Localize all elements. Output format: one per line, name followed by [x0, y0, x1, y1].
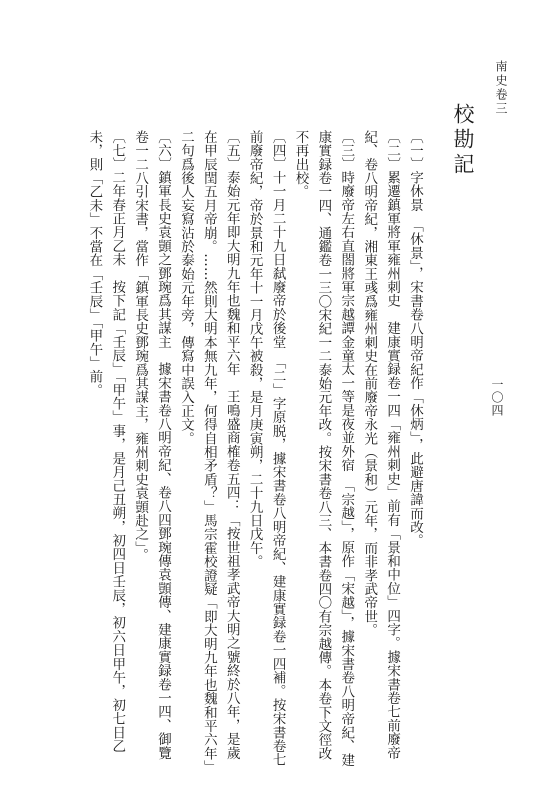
- section-heading: 校勘記: [451, 103, 475, 178]
- note-text: 十一月二十九日弑廢帝於後堂 「二」字原脱，據宋書卷八明帝紀、建康實録卷一四補。按宋書卷七前廢帝紀，帝於景和元年十一月戊午被殺，是月庚寅朔，二十九日戊午。: [246, 130, 286, 767]
- note-number: 〔六〕: [155, 130, 172, 171]
- note-2: [357, 130, 403, 770]
- note-text: 鎮軍長史袁顗之鄧琬爲其謀主 據宋書卷八明帝紀、卷八四鄧琬傳袁顗傳、建康實録卷一四、御覽卷一二八引宋書，當作「鎮軍長史鄧琬爲其謀主，雍州刺史袁顗赴之」。: [132, 130, 172, 760]
- note-3: [289, 130, 358, 770]
- running-head: 南史卷三: [494, 60, 508, 116]
- note-number: 〔二〕: [384, 130, 401, 171]
- note-4: [243, 130, 289, 770]
- note-text: 累遷鎮軍將軍雍州刺史 建康實録卷一四「雍州刺史」前有「景和中位」四字。據宋書卷七前廢帝紀、卷八明帝紀，湘東王彧爲雍州刺史在前廢帝永光（景和）元年，而非孝武帝世。: [361, 130, 401, 760]
- note-number: 〔一〕: [407, 130, 423, 171]
- note-text: 二年春正月乙未 按下記「壬辰」「甲午」事，是月己丑朔，初四日壬辰，初六日甲午，初七日乙未，則「乙未」不當在「壬辰」「甲午」前。: [86, 130, 126, 753]
- note-7: [82, 130, 128, 770]
- page-number: 一〇四: [490, 378, 504, 417]
- note-text: 字休景 「休景」，宋書卷八明帝紀作「休炳」，此避唐諱而改。: [407, 170, 423, 548]
- note-6: [128, 130, 174, 770]
- note-number: 〔五〕: [223, 130, 240, 171]
- notes-body: [82, 130, 426, 770]
- note-number: 〔七〕: [109, 130, 126, 171]
- note-number: 〔四〕: [269, 130, 286, 171]
- note-text: 泰始元年即大明九年也魏和平六年 王鳴盛商榷卷五四：「按世祖孝武帝大明之號終於八年，是歲在甲辰閏五月帝崩。……然則大明本無九年，何得自相矛盾？」馬宗霍校證疑「即大明九年也魏和平六年」二句爲後人妄寫沾於泰始元年旁，傳寫中誤入正文。: [177, 130, 240, 768]
- note-1: [403, 130, 426, 770]
- note-number: 〔三〕: [338, 130, 355, 171]
- note-text: 時廢帝左右直閤將軍宗越譚金童太一等是夜並外宿 「宗越」，原作「宋越」，據宋書卷八明帝紀、建康實録卷一四、通鑑卷一三〇宋紀一二泰始元年改。按宋書卷八三、本書卷四〇有宗越傳。本卷下文徑改不再出校。: [292, 130, 355, 767]
- note-5: [174, 130, 243, 770]
